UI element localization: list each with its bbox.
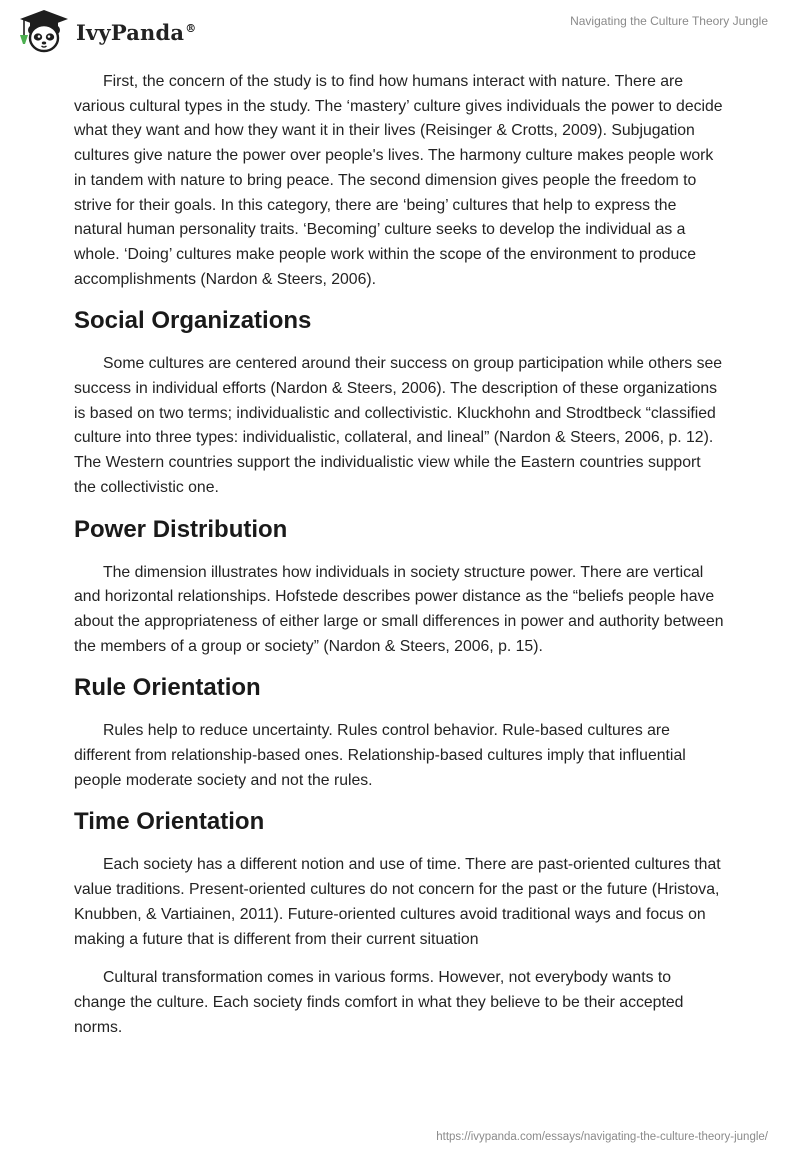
source-url[interactable]: https://ivypanda.com/essays/navigating-the-culture-theory-jungle/ (436, 1131, 768, 1143)
essay-content (74, 70, 726, 1054)
section-heading-power-distribution: Power Distribution (74, 515, 288, 543)
paragraph: Cultural transformation comes in various forms. However, not everybody wants to change the culture. Each society finds comfort in what they believe to be their accepted norms. (74, 969, 684, 1036)
ivypanda-logo[interactable] (16, 8, 196, 54)
page-header (0, 0, 800, 60)
panda-graduate-icon (16, 8, 72, 54)
logo-wordmark: IvyPanda® (76, 19, 197, 45)
paragraph: First, the concern of the study is to find how humans interact with nature. There are various cultural types in the study. The ‘mastery’ culture gives individuals the power to decide what they want and how they want it in their lives (Reisinger & Crotts, 2009). Subjugation cultures give nature the power over people's lives. The harmony culture makes people work in tandem with nature to bring peace. The second dimension gives people the freedom to strive for their goals. In this category, there are ‘being’ cultures that help to express the natural human personality traits. ‘Becoming’ culture seeks to develop the individual as a whole. ‘Doing’ cultures make people work within the scope of the environment to produce accomplishments (Nardon & Steers, 2006). (74, 73, 723, 288)
document-title: Navigating the Culture Theory Jungle (570, 14, 768, 28)
paragraph: Some cultures are centered around their success on group participation while others see success in individual efforts (Nardon & Steers, 2006). The description of these organizations is based on two terms; individualistic and collectivistic. Kluckhohn and Strodtbeck “classified culture into three types: individualistic, collateral, and lineal” (Nardon & Steers, 2006, p. 12). The Western countries support the individualistic view while the Eastern countries support the collectivistic one. (74, 355, 723, 496)
section-heading-social-organizations: Social Organizations (74, 307, 312, 335)
paragraph: The dimension illustrates how individuals in society structure power. There are vertical and horizontal relationships. Hofstede describes power distance as the “beliefs people have about the appropriateness of either large or small differences in power and authority between the members of a group or society” (Nardon & Steers, 2006, p. 15). (74, 563, 724, 655)
section-heading-time-orientation: Time Orientation (74, 808, 265, 836)
section-heading-rule-orientation: Rule Orientation (74, 674, 261, 702)
paragraph: Rules help to reduce uncertainty. Rules control behavior. Rule-based cultures are different from relationship-based ones. Relationship-based cultures imply that influential people moderate society and not the rules. (74, 722, 686, 789)
paragraph: Each society has a different notion and use of time. There are past-oriented cultures that value traditions. Present-oriented cultures do not concern for the past or the future (Hristova, Knubben, & Vartiainen, 2011). Future-oriented cultures avoid traditional ways and focus on making a future that is different from their current situation (74, 856, 721, 948)
